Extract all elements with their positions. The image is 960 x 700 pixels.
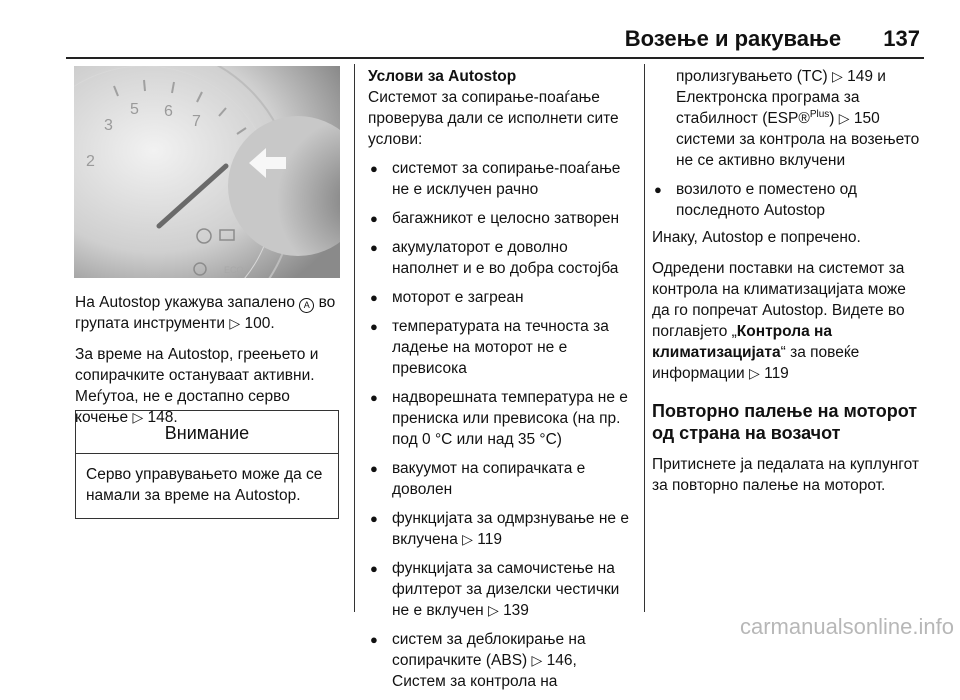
conditions-list <box>368 158 636 692</box>
conditions-heading: Услови за Autostop <box>368 68 517 85</box>
climate-control-paragraph: Одредени поставки на системот за контрола на климатизацијата може да го попречат Autostop. Видете во поглавјето „Контрола на климатизацијата“ за повеќе информации ▷ 119 <box>652 260 906 382</box>
restart-heading: Повторно палење на моторот од страна на возачот <box>652 401 918 443</box>
warning-body: Серво управувањето може да се намали за време на Autostop. <box>86 466 323 504</box>
page-number: 137 <box>883 26 920 51</box>
column-divider-1 <box>354 64 355 612</box>
list-item: ● температурата на течноста за ладење на моторот не е превисока <box>368 316 636 379</box>
list-item: ● моторот е загреан <box>368 287 636 308</box>
column-divider-2 <box>644 64 645 612</box>
instrument-cluster-photo <box>74 66 340 278</box>
header-rule <box>66 57 924 59</box>
list-item: ● акумулаторот е доволно наполнет и е во добра состојба <box>368 237 636 279</box>
conditions-list-continued <box>652 66 920 221</box>
conditions-intro: Системот за сопирање-поаѓање проверува дали се исполнети сите услови: <box>368 89 619 148</box>
page-header <box>60 26 920 56</box>
triangle-right-icon: ▷ <box>531 652 543 668</box>
svg-text:6: 6 <box>164 103 173 120</box>
autostop-prevented-text: Инаку, Autostop е попречено. <box>652 229 861 246</box>
triangle-right-icon: ▷ <box>838 110 850 126</box>
svg-text:5: 5 <box>130 101 139 118</box>
watermark: carmanualsonline.info <box>739 614 954 639</box>
list-item: ● системот за сопирање-поаѓање не е исклучен рачно <box>368 158 636 200</box>
list-item: ● багажникот е целосно затворен <box>368 208 636 229</box>
triangle-right-icon: ▷ <box>487 602 499 618</box>
column-3 <box>652 66 920 506</box>
section-title: Возење и ракување <box>624 26 842 51</box>
svg-text:7: 7 <box>192 113 201 130</box>
triangle-right-icon: ▷ <box>132 409 144 425</box>
svg-text:2: 2 <box>86 153 95 170</box>
list-item: ● функцијата за одмрзнување не е вклучена ▷ 119 <box>368 508 636 550</box>
triangle-right-icon: ▷ <box>462 531 473 547</box>
restart-paragraph: Притиснете ја педалата на куплунгот за повторно палење на моторот. <box>652 456 919 494</box>
eco-label: ECO <box>224 265 244 275</box>
svg-text:3: 3 <box>104 117 113 134</box>
list-item: ● систем за деблокирање на сопирачките (ABS) ▷ 146, Систем за контрола на <box>368 629 636 692</box>
list-item-continued: пролизгувањето (TC) ▷ 149 и Електронска програма за стабилност (ESP®$^{Plus}$) ▷ 150 системи за контрола на возењето не се активно вклучени <box>676 68 920 169</box>
list-item: ● вакуумот на сопирачката е доволен <box>368 458 636 500</box>
autostop-icon: A <box>299 298 314 313</box>
brake-info-paragraph: За време на Autostop, греењето и сопирачките остануваат активни. Меѓутоа, не е достапно серво кочење ▷ 148. <box>75 346 319 426</box>
list-item: ● возилото е поместено од последното Autostop <box>652 179 920 221</box>
triangle-right-icon: ▷ <box>749 365 760 381</box>
triangle-right-icon: ▷ <box>832 68 843 84</box>
warning-box <box>75 410 339 519</box>
warning-title: Внимание <box>76 411 338 454</box>
photo-caption: На Autostop укажува запалено A во групата инструменти ▷ 100. <box>75 294 336 332</box>
triangle-right-icon: ▷ <box>229 315 241 331</box>
list-item: ● функцијата за самочистење на филтерот за дизелски честички не е вклучен ▷ 139 <box>368 558 636 621</box>
column-2 <box>368 66 636 700</box>
list-item: ● надворешната температура не е прениска или превисока (на пр. под 0 °C или над 35 °C) <box>368 387 636 450</box>
